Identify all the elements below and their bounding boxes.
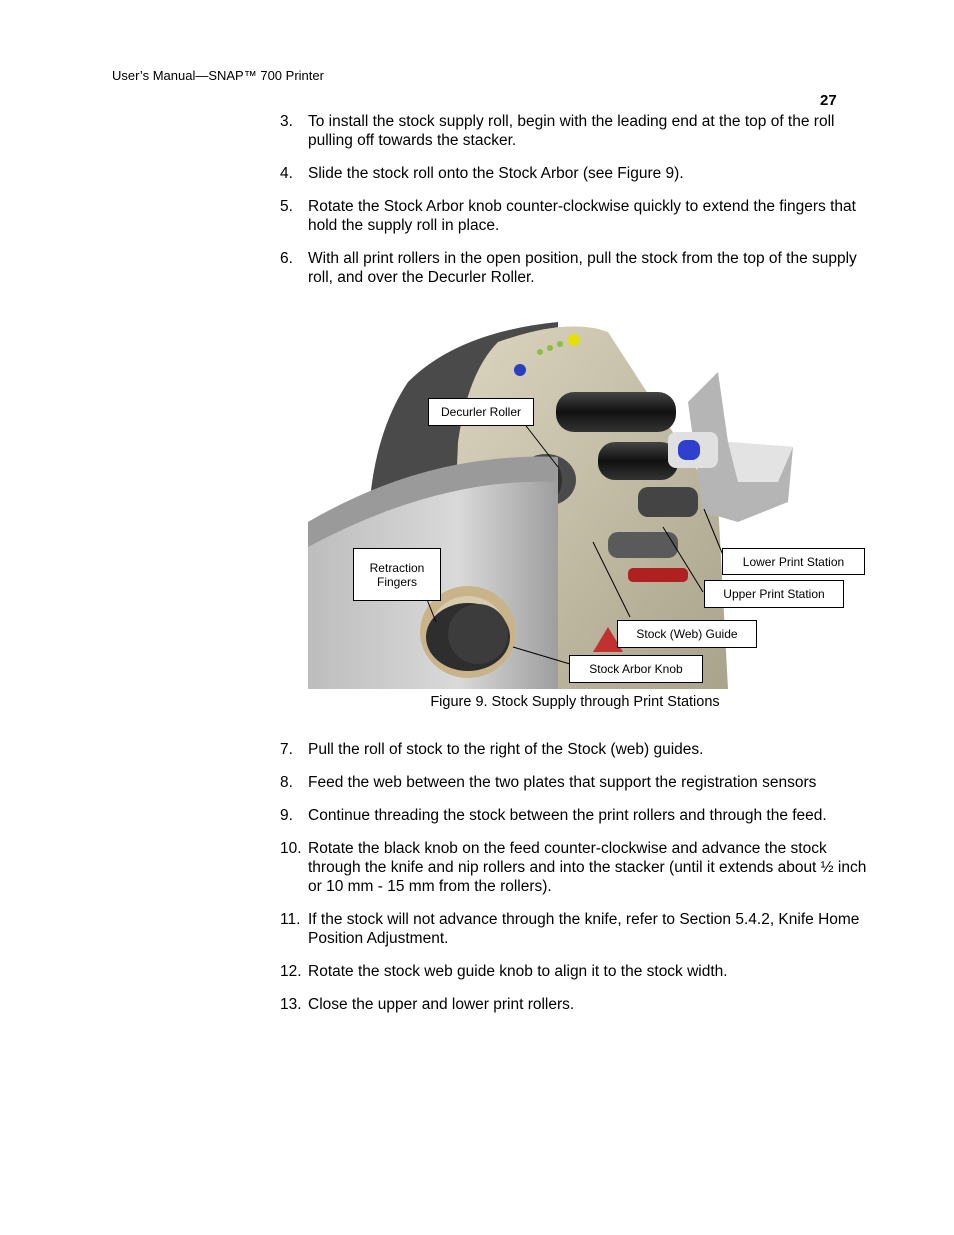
step-text: Close the upper and lower print rollers. [308,996,575,1013]
step-text: Continue threading the stock between the print rollers and through the feed. [308,807,827,824]
list-item [280,112,880,150]
printer-figure [308,322,868,689]
step-text: Rotate the stock web guide knob to align it to the stock width. [308,963,728,980]
instruction-list-top [280,112,880,301]
list-item [280,740,880,759]
list-item [280,962,880,981]
list-item [280,197,880,235]
step-text: Slide the stock roll onto the Stock Arbor (see Figure 9). [308,165,684,182]
step-number: 10. [280,840,302,857]
list-item [280,249,880,287]
callout-stock-arbor-knob: Stock Arbor Knob [569,655,703,683]
list-item [280,839,880,896]
step-number: 8. [280,774,293,791]
step-text: Rotate the black knob on the feed counter-clockwise and advance the stock through the knife and nip rollers and into the stacker (until it extends about ½ inch or 10 mm - 15 mm from the rollers). [308,840,867,895]
step-number: 5. [280,198,293,215]
running-header: User’s Manual—SNAP™ 700 Printer [112,68,324,83]
step-text: Rotate the Stock Arbor knob counter-clockwise quickly to extend the fingers that hold the supply roll in place. [308,198,856,234]
step-number: 13. [280,996,302,1013]
list-item [280,806,880,825]
step-number: 3. [280,113,293,130]
step-text: To install the stock supply roll, begin with the leading end at the top of the roll pulling off towards the stacker. [308,113,835,149]
step-number: 7. [280,741,293,758]
list-item [280,164,880,183]
callout-decurler-roller: Decurler Roller [428,398,534,426]
step-text: Feed the web between the two plates that support the registration sensors [308,774,817,791]
step-number: 11. [280,911,301,928]
step-text: Pull the roll of stock to the right of the Stock (web) guides. [308,741,704,758]
callout-retraction-fingers: Retraction Fingers [353,548,441,601]
list-item [280,910,880,948]
step-number: 9. [280,807,293,824]
figure-caption: Figure 9. Stock Supply through Print Stations [430,694,720,710]
instruction-list-bottom [280,740,880,1028]
page-number: 27 [820,92,837,109]
printer-illustration [308,322,868,689]
list-item [280,995,880,1014]
callout-stock-web-guide: Stock (Web) Guide [617,620,757,648]
step-text: If the stock will not advance through the knife, refer to Section 5.4.2, Knife Home Position Adjustment. [308,911,860,947]
step-number: 4. [280,165,293,182]
step-text: With all print rollers in the open position, pull the stock from the top of the supply roll, and over the Decurler Roller. [308,250,857,286]
step-number: 12. [280,963,302,980]
step-number: 6. [280,250,293,267]
callout-upper-print-station: Upper Print Station [704,580,844,608]
callout-lower-print-station: Lower Print Station [722,548,865,575]
list-item [280,773,880,792]
